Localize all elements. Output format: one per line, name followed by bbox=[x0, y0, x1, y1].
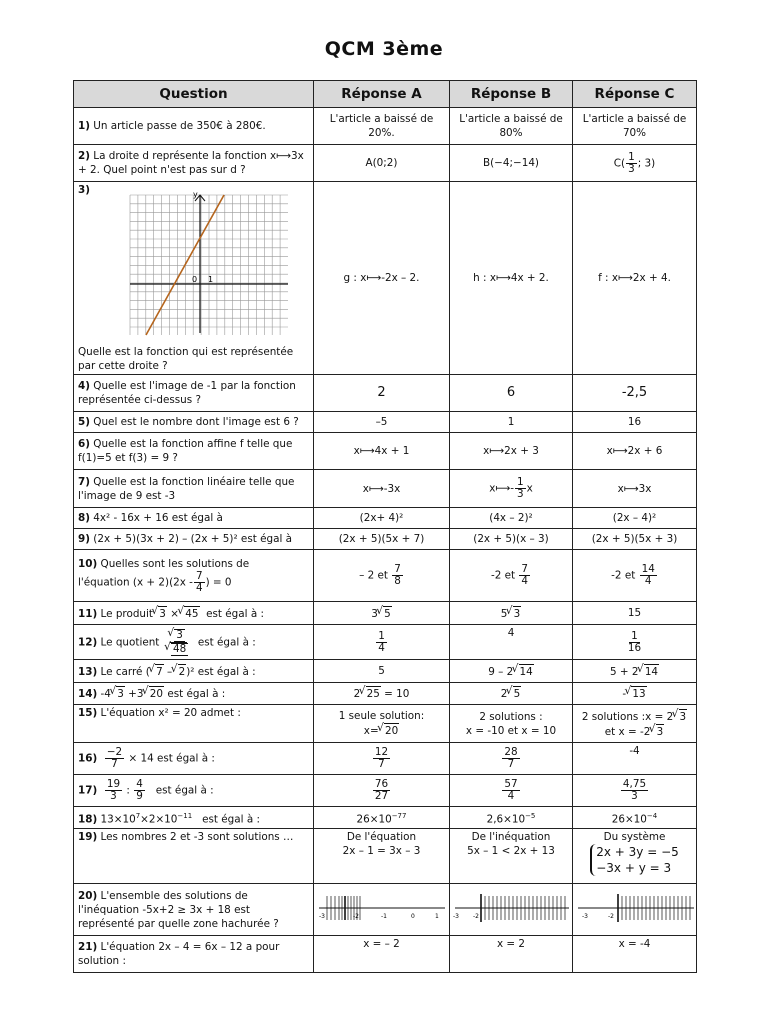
question-cell bbox=[74, 412, 314, 433]
header-answer-a: Réponse A bbox=[314, 81, 450, 108]
answer-a bbox=[314, 625, 450, 660]
number-line-c bbox=[574, 888, 696, 928]
question-cell: 17) $\frac{19}{3}$ : $\frac{4}{9}$ est égal à : bbox=[74, 775, 314, 807]
question-number: 4) bbox=[78, 380, 90, 392]
answer-b: 2 √ 5 bbox=[450, 683, 573, 705]
question-cell: 15) L'équation x² = 20 admet : bbox=[74, 705, 314, 743]
question-row bbox=[74, 660, 697, 683]
question-cell bbox=[74, 470, 314, 508]
header-answer-b: Réponse B bbox=[450, 81, 573, 108]
answer-a: 1 seule solution: x= √ 20 bbox=[314, 705, 450, 743]
question-number: 1) bbox=[78, 120, 90, 132]
answer-b: x⟼2x + 3 bbox=[450, 433, 573, 470]
question-cell: 20) L'ensemble des solutions de l'inéquation -5x+2 ≥ 3x + 18 est représenté par quelle zone hachurée ? bbox=[74, 884, 314, 936]
axis-label-y: y bbox=[193, 190, 198, 199]
header-answer-c: Réponse C bbox=[573, 81, 697, 108]
fraction: $\frac{1}{4}$ bbox=[378, 629, 385, 654]
answer-b: x = 2 bbox=[450, 936, 573, 973]
answer-b: 9 – 2 √ 14 bbox=[450, 660, 573, 683]
question-row bbox=[74, 602, 697, 625]
fraction: $\frac{1}{3}$ bbox=[628, 150, 635, 175]
answer-c: $\frac{4,75}{3}$ bbox=[573, 775, 697, 807]
question-cell: 16) $\frac{-2}{7}$ × 14 est égal à : bbox=[74, 743, 314, 775]
fraction: $\frac{-2}{7}$ bbox=[106, 746, 123, 770]
answer-a: A(0;2) bbox=[314, 145, 450, 182]
question-row bbox=[74, 807, 697, 829]
question-text: ) = 0 bbox=[205, 576, 232, 589]
answer-a: g : x⟼-2x – 2. bbox=[314, 182, 450, 375]
question-number: 6) bbox=[78, 438, 90, 450]
question-number: 8) bbox=[78, 512, 90, 524]
answer-a: 2 bbox=[314, 375, 450, 412]
answer-b: h : x⟼4x + 2. bbox=[450, 182, 573, 375]
question-row bbox=[74, 829, 697, 884]
fraction: √ 3 √ 48 bbox=[167, 629, 190, 656]
question-text: Quelles sont les solutions de bbox=[100, 558, 250, 570]
answer-a: – 2 et $\frac{7}{8}$ bbox=[314, 550, 450, 602]
answer-b: 5 √ 3 bbox=[450, 602, 573, 625]
answer-c: 2 solutions :x = 2 √ 3 et x = -2 √ 3 bbox=[573, 705, 697, 743]
answer-a: x⟼4x + 1 bbox=[314, 433, 450, 470]
question-cell bbox=[74, 145, 314, 182]
answer-a: L'article a baissé de 20%. bbox=[314, 108, 450, 145]
unit-label: 1 bbox=[208, 275, 214, 284]
answer-c: -4 bbox=[573, 743, 697, 775]
question-cell bbox=[74, 529, 314, 550]
svg-text:-3: -3 bbox=[452, 912, 459, 920]
qcm-table bbox=[73, 80, 697, 973]
question-row bbox=[74, 683, 697, 705]
answer-b: B(−4;−14) bbox=[450, 145, 573, 182]
question-cell bbox=[74, 508, 314, 529]
svg-text:-3: -3 bbox=[318, 912, 325, 920]
number-line-b bbox=[451, 888, 572, 928]
svg-text:-2: -2 bbox=[607, 912, 614, 920]
svg-text:-3: -3 bbox=[581, 912, 588, 920]
question-text: (2x + 5)(3x + 2) – (2x + 5)² est égal à bbox=[93, 533, 293, 545]
answer-a: De l'équation 2x – 1 = 3x – 3 bbox=[314, 829, 450, 884]
question-row bbox=[74, 182, 697, 375]
sqrt: √ 3 bbox=[158, 606, 167, 621]
answer-c: -2 et $\frac{14}{4}$ bbox=[573, 550, 697, 602]
answer-c: - √ 13 bbox=[573, 683, 697, 705]
question-number: 2) bbox=[78, 150, 90, 162]
equation-system: 2x + 3y = −5 −3x + y = 3 bbox=[590, 844, 679, 876]
answer-b: (4x – 2)² bbox=[450, 508, 573, 529]
question-cell bbox=[74, 182, 314, 375]
question-row bbox=[74, 936, 697, 973]
answer-c: (2x – 4)² bbox=[573, 508, 697, 529]
question-row bbox=[74, 470, 697, 508]
question-row bbox=[74, 529, 697, 550]
question-number: 5) bbox=[78, 416, 90, 428]
question-text: Quelle est la fonction affine f telle que f(1)=5 et f(3) = 9 ? bbox=[78, 438, 293, 464]
answer-b: De l'inéquation 5x – 1 < 2x + 13 bbox=[450, 829, 573, 884]
question-cell bbox=[74, 433, 314, 470]
answer-b: L'article a baissé de 80% bbox=[450, 108, 573, 145]
fraction: $\frac{1}{16}$ bbox=[627, 629, 642, 654]
origin-label: 0 bbox=[192, 275, 198, 284]
question-cell: 12) Le quotient √ 3 √ 48 est égal à : bbox=[74, 625, 314, 660]
answer-c bbox=[573, 884, 697, 936]
question-row bbox=[74, 108, 697, 145]
answer-a: 5 bbox=[314, 660, 450, 683]
question-text: Quelle est la fonction qui est représentée par cette droite ? bbox=[78, 346, 294, 372]
answer-c: f : x⟼2x + 4. bbox=[573, 182, 697, 375]
answer-c: L'article a baissé de 70% bbox=[573, 108, 697, 145]
answer-b: $2,6\times 10^{-5}$ bbox=[450, 807, 573, 829]
answer-b: 6 bbox=[450, 375, 573, 412]
question-cell: 11) Le produit √ 3 × √ 45 est égal à : bbox=[74, 602, 314, 625]
question-text: 4x² - 16x + 16 est égal à bbox=[93, 512, 223, 524]
answer-a: 3 √ 5 bbox=[314, 602, 450, 625]
answer-a: –5 bbox=[314, 412, 450, 433]
svg-text:-1: -1 bbox=[380, 912, 387, 920]
question-row bbox=[74, 508, 697, 529]
fraction: $\frac{14}{4}$ bbox=[641, 563, 655, 587]
answer-a: $26\times 10^{-77}$ bbox=[314, 807, 450, 829]
svg-text:1: 1 bbox=[434, 912, 439, 920]
question-number: 10) bbox=[78, 558, 98, 570]
answer-text: x bbox=[526, 482, 533, 495]
answer-c: x⟼2x + 6 bbox=[573, 433, 697, 470]
question-cell bbox=[74, 550, 314, 602]
answer-c bbox=[573, 145, 697, 182]
question-row bbox=[74, 550, 697, 602]
svg-text:0: 0 bbox=[410, 912, 415, 920]
fraction: $\frac{7}{4}$ bbox=[195, 570, 203, 594]
question-cell: 18) $13\times 10^7\times 2\times 10^{-11}$ est égal à : bbox=[74, 807, 314, 829]
question-row bbox=[74, 884, 697, 936]
question-row bbox=[74, 705, 697, 743]
answer-c: Du système 2x + 3y = −5 −3x + y = 3 bbox=[573, 829, 697, 884]
question-text: Quel est le nombre dont l'image est 6 ? bbox=[93, 416, 299, 428]
answer-b: -2 et $\frac{7}{4}$ bbox=[450, 550, 573, 602]
question-cell: 19) Les nombres 2 et -3 sont solutions … bbox=[74, 829, 314, 884]
answer-c: 5 + 2 √ 14 bbox=[573, 660, 697, 683]
answer-b: 1 bbox=[450, 412, 573, 433]
answer-c: 16 bbox=[573, 412, 697, 433]
question-text: Quelle est la fonction linéaire telle que l'image de 9 est -3 bbox=[78, 475, 295, 502]
answer-b bbox=[450, 884, 573, 936]
fraction: $\frac{1}{3}$ bbox=[517, 476, 524, 500]
answer-c: 15 bbox=[573, 602, 697, 625]
question-row bbox=[74, 775, 697, 807]
line-graph bbox=[124, 189, 294, 337]
sqrt: √ 45 bbox=[184, 606, 199, 621]
question-number: 9) bbox=[78, 533, 90, 545]
question-row bbox=[74, 743, 697, 775]
question-cell: 13) Le carré ( √ 7 – √ 2)² est égal à : bbox=[74, 660, 314, 683]
answer-b: 4 bbox=[450, 625, 573, 660]
answer-c: (2x + 5)(5x + 3) bbox=[573, 529, 697, 550]
answer-text: x⟼- bbox=[489, 482, 514, 495]
answer-b: $\frac{57}{4}$ bbox=[450, 775, 573, 807]
question-number: 7) bbox=[78, 475, 90, 488]
answer-text: C( bbox=[613, 157, 626, 169]
answer-a bbox=[314, 884, 450, 936]
question-text: Quelle est l'image de -1 par la fonction représentée ci-dessus ? bbox=[78, 380, 296, 406]
question-cell bbox=[74, 375, 314, 412]
number-line-a bbox=[315, 888, 449, 928]
fraction: $\frac{7}{8}$ bbox=[394, 563, 401, 587]
question-text: La droite d représente la fonction x⟼3x + 2. Quel point n'est pas sur d ? bbox=[78, 150, 304, 176]
answer-a: (2x+ 4)² bbox=[314, 508, 450, 529]
answer-text: ; 3) bbox=[637, 157, 656, 169]
svg-text:-2: -2 bbox=[352, 912, 359, 920]
answer-a: x = – 2 bbox=[314, 936, 450, 973]
answer-c: -2,5 bbox=[573, 375, 697, 412]
answer-a: $\frac{12}{7}$ bbox=[314, 743, 450, 775]
question-number: 3) bbox=[78, 184, 90, 196]
answer-a: $\frac{76}{27}$ bbox=[314, 775, 450, 807]
svg-text:-2: -2 bbox=[472, 912, 479, 920]
question-row bbox=[74, 412, 697, 433]
answer-c bbox=[573, 625, 697, 660]
answer-c: $26\times 10^{-4}$ bbox=[573, 807, 697, 829]
answer-c: x = -4 bbox=[573, 936, 697, 973]
answer-b: (2x + 5)(x – 3) bbox=[450, 529, 573, 550]
question-cell bbox=[74, 108, 314, 145]
answer-b: 2 solutions : x = -10 et x = 10 bbox=[450, 705, 573, 743]
answer-a: x⟼-3x bbox=[314, 470, 450, 508]
answer-a: 2 √ 25 = 10 bbox=[314, 683, 450, 705]
page-title: QCM 3ème bbox=[324, 38, 444, 60]
question-row bbox=[74, 145, 697, 182]
question-text: l'équation (x + 2)(2x - bbox=[78, 576, 193, 589]
header-row bbox=[74, 81, 697, 108]
answer-b bbox=[450, 470, 573, 508]
answer-c: x⟼3x bbox=[573, 470, 697, 508]
question-row bbox=[74, 625, 697, 660]
question-cell: 21) L'équation 2x – 4 = 6x – 12 a pour solution : bbox=[74, 936, 314, 973]
question-text: Un article passe de 350€ à 280€. bbox=[93, 120, 266, 132]
answer-a: (2x + 5)(5x + 7) bbox=[314, 529, 450, 550]
question-row bbox=[74, 433, 697, 470]
question-row bbox=[74, 375, 697, 412]
header-question: Question bbox=[74, 81, 314, 108]
answer-b: $\frac{28}{7}$ bbox=[450, 743, 573, 775]
question-cell: 14) -4 √ 3 +3 √ 20 est égal à : bbox=[74, 683, 314, 705]
fraction: $\frac{7}{4}$ bbox=[521, 563, 529, 587]
